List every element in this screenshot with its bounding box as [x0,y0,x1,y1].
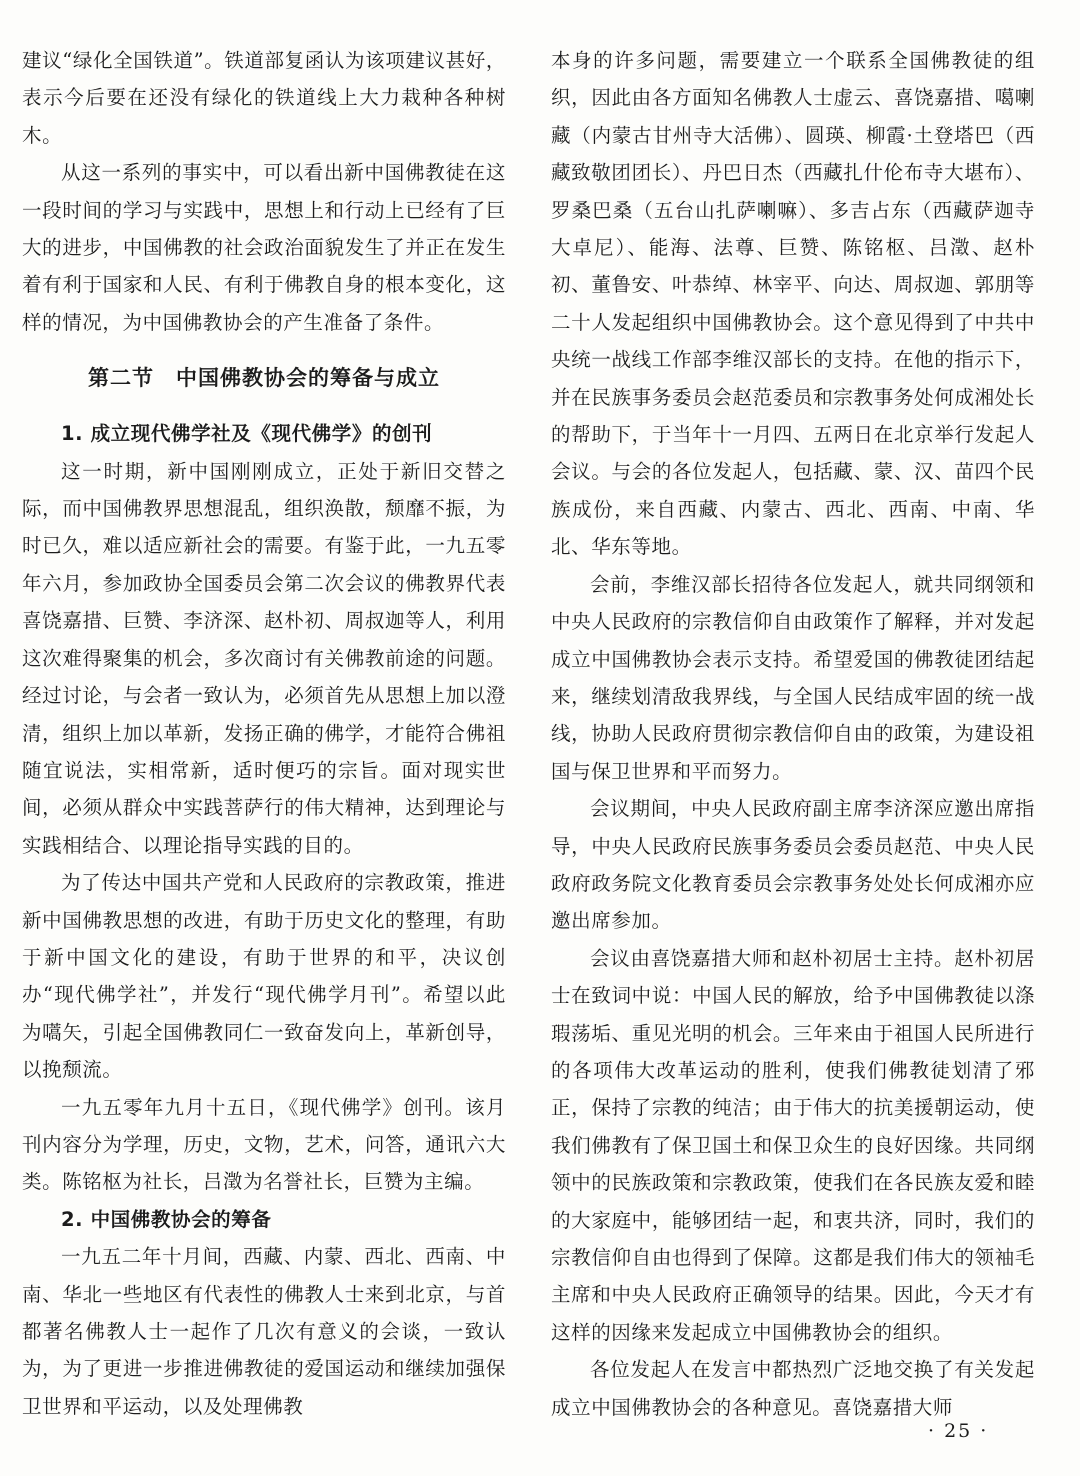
paragraph: 这一时期，新中国刚刚成立，正处于新旧交替之际，而中国佛教界思想混乱，组织涣散，颓靡不振，为时已久，难以适应新社会的需要。有鉴于此，一九五零年六月，参加政协全国委员会第二次会议的佛教界代表喜饶嘉措、巨赞、李济深、赵朴初、周叔迦等人，利用这次难得聚集的机会，多次商讨有关佛教前途的问题。经过讨论，与会者一致认为，必须首先从思想上加以澄清，组织上加以革新，发扬正确的佛学，才能符合佛祖随宜说法，实相常新，适时便巧的宗旨。面对现实世间，必须从群众中实践菩萨行的伟大精神，达到理论与实践相结合、以理论指导实践的目的。 [22,459,506,857]
paragraph: 会议期间，中央人民政府副主席李济深应邀出席指导，中央人民政府民族事务委员会委员赵范、中央人民政府政务院文化教育委员会宗教事务处处长何成湘亦应邀出席参加。 [551,797,1035,933]
right-column [551,42,1035,1426]
page-number: · 25 · [928,1420,989,1442]
paragraph: 会议由喜饶嘉措大师和赵朴初居士主持。赵朴初居士在致词中说：中国人民的解放，给予中国佛教徒以涤瑕荡垢、重见光明的机会。三年来由于祖国人民所进行的各项伟大改革运动的胜利，使我们佛教徒划清了邪正，保持了宗教的纯洁；由于伟大的抗美援朝运动，使我们佛教有了保卫国土和保卫众生的良好因缘。共同纲领中的民族政策和宗教政策，使我们在各民族友爱和睦的大家庭中，能够团结一起，和衷共济，同时，我们的宗教信仰自由也得到了保障。这都是我们伟大的领袖毛主席和中央人民政府正确领导的结果。因此，今天才有这样的因缘来发起成立中国佛教协会的组织。 [551,946,1035,1344]
paragraph: 各位发起人在发言中都热烈广泛地交换了有关发起成立中国佛教协会的各种意见。喜饶嘉措大师 [551,1358,1035,1419]
paragraph: 从这一系列的事实中，可以看出新中国佛教徒在这一段时间的学习与实践中，思想上和行动上已经有了巨大的进步，中国佛教的社会政治面貌发生了并正在发生着有利于国家和人民、有利于佛教自身的根本变化，这样的情况，为中国佛教协会的产生准备了条件。 [22,161,506,334]
paragraph: 会前，李维汉部长招待各位发起人，就共同纲领和中央人民政府的宗教信仰自由政策作了解释，并对发起成立中国佛教协会表示支持。希望爱国的佛教徒团结起来，继续划清敌我界线，与全国人民结成牢固的统一战线，协助人民政府贯彻宗教信仰自由的政策，为建设祖国与保卫世界和平而努力。 [551,572,1035,783]
subsection-heading: 1. 成立现代佛学社及《现代佛学》的创刊 [61,422,433,446]
paragraph: 一九五二年十月间，西藏、内蒙、西北、西南、中南、华北一些地区有代表性的佛教人士来到北京，与首都著名佛教人士一起作了几次有意义的会谈，一致认为，为了更进一步推进佛教徒的爱国运动和继续加强保卫世界和平运动，以及处理佛教 [22,1245,506,1418]
paragraph: 为了传达中国共产党和人民政府的宗教政策，推进新中国佛教思想的改进，有助于历史文化的整理，有助于新中国文化的建设，有助于世界的和平，决议创办“现代佛学社”，并发行“现代佛学月刊”。希望以此为嚆矢，引起全国佛教同仁一致奋发向上，革新创导，以挽颓流。 [22,871,506,1082]
section-title: 第二节 中国佛教协会的筹备与成立 [88,366,440,391]
subsection-heading: 2. 中国佛教协会的筹备 [61,1207,272,1231]
paragraph: 本身的许多问题，需要建立一个联系全国佛教徒的组织，因此由各方面知名佛教人士虚云、喜饶嘉措、噶喇藏（内蒙古甘州寺大活佛）、圆瑛、柳霞·土登塔巴（西藏致敬团团长）、丹巴日杰（西藏扎什伦布寺大堪布）、罗桑巴桑（五台山扎萨喇嘛）、多吉占东（西藏萨迦寺大卓尼）、能海、法尊、巨赞、陈铭枢、吕澂、赵朴初、董鲁安、叶恭绰、林宰平、向达、周叔迦、郭朋等二十人发起组织中国佛教协会。这个意见得到了中共中央统一战线工作部李维汉部长的支持。在他的指示下，并在民族事务委员会赵范委员和宗教事务处何成湘处长的帮助下，于当年十一月四、五两日在北京举行发起人会议。与会的各位发起人，包括藏、蒙、汉、苗四个民族成份，来自西藏、内蒙古、西北、西南、中南、华北、华东等地。 [551,49,1035,559]
left-column [22,42,506,1425]
paragraph: 建议“绿化全国铁道”。铁道部复函认为该项建议甚好，表示今后要在还没有绿化的铁道线上大力栽种各种树木。 [22,49,506,147]
paragraph: 一九五零年九月十五日，《现代佛学》创刊。该月刊内容分为学理，历史，文物，艺术，问答，通讯六大类。陈铭枢为社长，吕澂为名誉社长，巨赞为主编。 [22,1095,506,1194]
